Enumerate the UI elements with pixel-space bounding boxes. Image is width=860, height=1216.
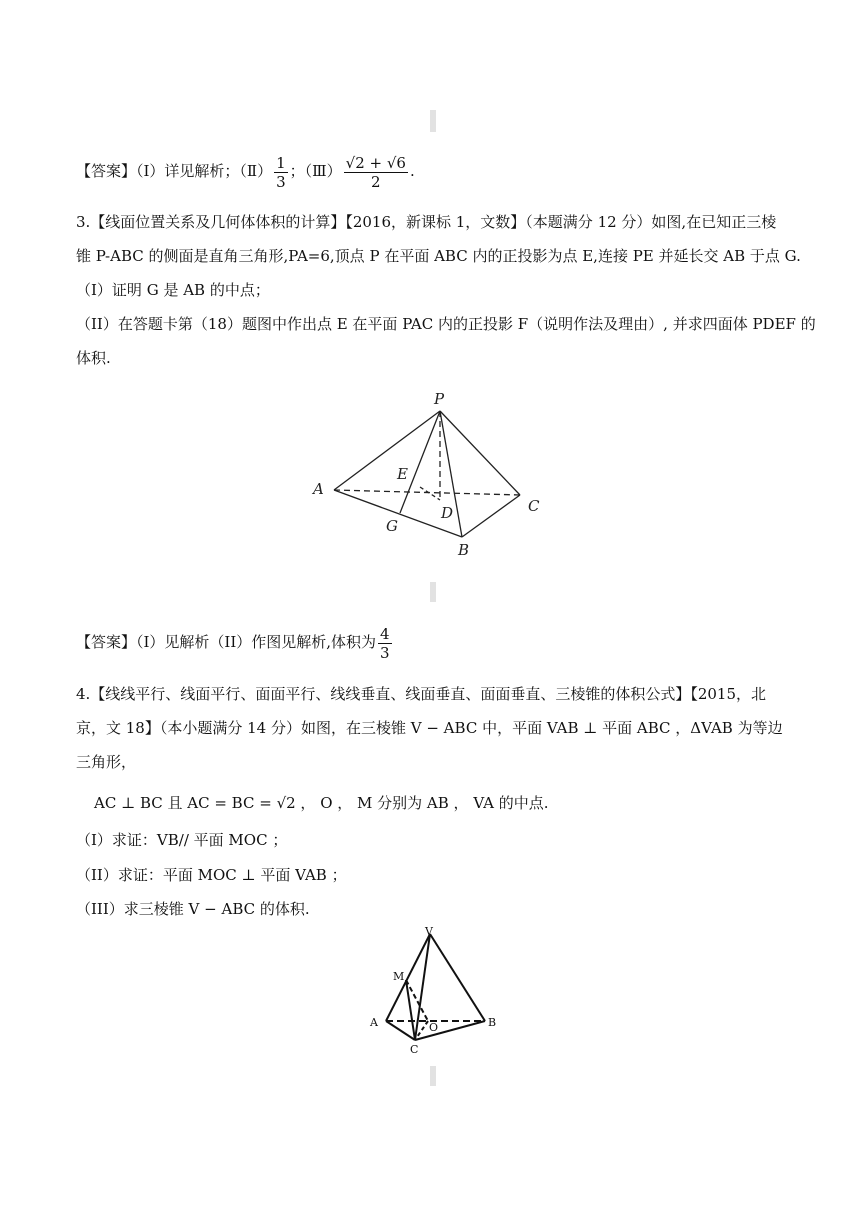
label-c: C: [528, 497, 540, 515]
frac-num: 4: [380, 624, 390, 643]
fraction-four-thirds: [378, 625, 392, 662]
edge-bc: [462, 495, 520, 537]
label-p: P: [434, 390, 445, 408]
pyramid-figure-pabc: [300, 385, 560, 565]
segment-ed-hidden: [420, 487, 440, 500]
page-mark: [430, 110, 436, 132]
label-g: G: [386, 517, 398, 535]
page-mark: [430, 582, 436, 602]
q3-line2: 锥 P-ABC 的侧面是直角三角形,PA=6,顶点 P 在平面 ABC 内的正投影为点 E,连接 PE 并延长交 AB 于点 G.: [76, 247, 801, 265]
frac-den: 2: [371, 172, 381, 191]
q4-condition: AC ⊥ BC 且 AC = BC = √2 ， O ， M 分别为 AB ， VA 的中点.: [94, 794, 549, 812]
pyramid-figure-vabc: [360, 920, 510, 1060]
answer-text: 【答案】（I）见解析（II）作图见解析,体积为: [76, 633, 377, 651]
q3-part1: （I）证明 G 是 AB 的中点；: [76, 281, 270, 299]
label-o: O: [429, 1021, 439, 1034]
q4-line1: 4.【线线平行、线面平行、面面平行、线线垂直、线面垂直、面面垂直、三棱锥的体积公式】【2015，北: [76, 685, 766, 703]
q4-line3: 三角形，: [76, 753, 137, 771]
label-e: E: [397, 465, 408, 483]
q4-part1: （I）求证：VB// 平面 MOC ；: [76, 831, 288, 849]
label-b: B: [488, 1016, 497, 1029]
q4-part3: （III）求三棱锥 V − ABC 的体积.: [76, 900, 310, 918]
label-m: M: [393, 970, 405, 983]
label-b: B: [458, 541, 470, 559]
edge-vb: [430, 934, 485, 1021]
frac-den: 3: [276, 172, 286, 191]
q3-line1: 3.【线面位置关系及几何体体积的计算】【2016，新课标 1，文数】（本题满分 12 分）如图,在已知正三棱: [76, 213, 777, 231]
label-a: A: [370, 1016, 378, 1029]
fraction-sqrt: [344, 154, 408, 191]
answer-text: ；（Ⅲ）: [289, 162, 342, 180]
edge-ac-hidden: [334, 490, 520, 495]
label-a: A: [313, 480, 324, 498]
q3-part2b: 体积.: [76, 349, 111, 367]
answer-q3: [76, 621, 790, 663]
frac-num: 1: [276, 153, 286, 172]
label-v: V: [425, 925, 433, 938]
answer-text: .: [409, 162, 415, 180]
edge-ac: [386, 1021, 415, 1040]
fraction-one-third: [274, 154, 288, 191]
label-d: D: [441, 504, 454, 522]
answer-q2: [76, 150, 790, 192]
q3-part2a: （II）在答题卡第（18）题图中作出点 E 在平面 PAC 内的正投影 F（说明作法及理由）, 并求四面体 PDEF 的: [76, 315, 816, 333]
answer-text: 【答案】（Ⅰ）详见解析；（Ⅱ）: [76, 162, 273, 180]
label-c: C: [410, 1043, 419, 1056]
q4-line2: 京，文 18】（本小题满分 14 分）如图，在三棱锥 V − ABC 中，平面 VAB ⊥ 平面 ABC ，ΔVAB 为等边: [76, 719, 783, 737]
frac-num: √2 + √6: [345, 153, 406, 172]
frac-den: 3: [380, 643, 390, 662]
q4-part2: （II）求证：平面 MOC ⊥ 平面 VAB ；: [76, 866, 347, 884]
page-mark: [430, 1066, 436, 1086]
